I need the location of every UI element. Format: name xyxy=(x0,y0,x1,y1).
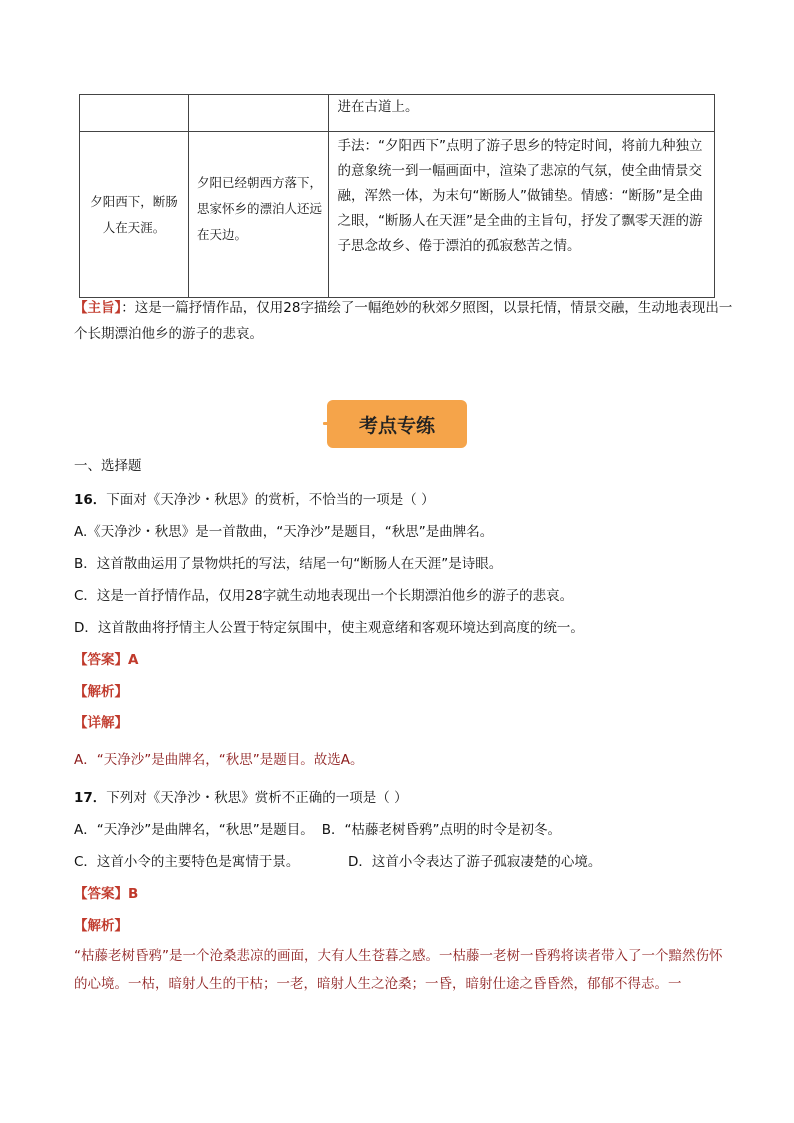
answer-value: A xyxy=(128,652,139,668)
answer-label: 【答案】 xyxy=(74,886,128,902)
question-17-stem xyxy=(74,788,754,808)
option-b: B．这首散曲运用了景物烘托的写法，结尾一句“断肠人在天涯”是诗眼。 xyxy=(74,556,503,572)
option-a: A.《天净沙・秋思》是一首散曲，“天净沙”是题目，“秋思”是曲牌名。 xyxy=(74,524,494,540)
table-cell xyxy=(329,132,715,298)
option-c: C．这首小令的主要特色是寓情于景。 xyxy=(74,854,300,870)
question-text: 下面对《天净沙・秋思》的赏析，不恰当的一项是（ ） xyxy=(106,492,435,508)
verse-translation: 夕阳已经朝西方落下，思家怀乡的漂泊人还远在天边。 xyxy=(196,175,322,242)
table-cell xyxy=(188,132,329,298)
theme-text: ：这是一篇抒情作品，仅用28字描绘了一幅绝妙的秋郊夕照图，以景托情，情景交融，生动地表现出一个长期漂泊他乡的游子的悲哀。 xyxy=(74,300,733,342)
answer-line xyxy=(74,884,754,904)
original-verse: 夕阳西下，断肠人在天涯。 xyxy=(90,193,178,235)
table-cell xyxy=(329,95,715,132)
option-c: C．这是一首抒情作品，仅用28字就生动地表现出一个长期漂泊他乡的游子的悲哀。 xyxy=(74,588,574,604)
table-row xyxy=(80,132,715,298)
table-cell xyxy=(80,95,189,132)
answer-value: B xyxy=(128,886,139,902)
section-title: 一、选择题 xyxy=(74,458,142,474)
table-cell xyxy=(188,95,329,132)
option-d: D．这首散曲将抒情主人公置于特定氛围中，使主观意绪和客观环境达到高度的统一。 xyxy=(74,620,584,636)
cell-text: 进在古道上。 xyxy=(337,99,419,115)
analysis-label: 【解析】 xyxy=(74,684,128,700)
question-number: 16． xyxy=(74,492,107,508)
verse-analysis: 手法：“夕阳西下”点明了游子思乡的特定时间，将前九种独立的意象统一到一幅画面中，渲染了悲凉的气氛，使全曲情景交融，浑然一体，为末句“断肠人”做铺垫。情感：“断肠”是全曲之眼，“断肠人在天涯”是全曲的主旨句，抒发了飘零天涯的游子思念故乡、倦于漂泊的孤寂愁苦之情。 xyxy=(337,138,703,254)
theme-paragraph xyxy=(74,295,734,347)
section-banner xyxy=(327,400,467,448)
answer-line xyxy=(74,650,754,670)
analysis-label: 【解析】 xyxy=(74,918,128,934)
table-row xyxy=(80,95,715,132)
analysis-text: “枯藤老树昏鸦”是一个沧桑悲凉的画面，大有人生苍暮之感。一枯藤一老树一昏鸦将读者带入了一个黯然伤怀的心境。一枯，暗射人生的干枯；一老，暗射人生之沧桑；一昏，暗射仕途之昏昏然，郁郁不得志。一 xyxy=(74,948,723,992)
theme-label: 【主旨】 xyxy=(74,300,122,316)
options-cd xyxy=(74,852,754,872)
options-ab xyxy=(74,820,754,840)
option-b: B．“枯藤老树昏鸦”点明的时令是初冬。 xyxy=(321,822,561,838)
option-d: D．这首小令表达了游子孤寂凄楚的心境。 xyxy=(348,854,602,870)
banner-label: 考点专练 xyxy=(327,400,467,448)
table-cell xyxy=(80,132,189,298)
translation-table xyxy=(79,94,715,298)
question-number: 17． xyxy=(74,790,107,806)
answer-label: 【答案】 xyxy=(74,652,128,668)
question-text: 下列对《天净沙・秋思》赏析不正确的一项是（ ） xyxy=(106,790,408,806)
detail-label: 【详解】 xyxy=(74,715,128,731)
detail-text: A．“天净沙”是曲牌名，“秋思”是题目。故选A。 xyxy=(74,752,364,768)
question-16-stem xyxy=(74,490,754,510)
option-a: A．“天净沙”是曲牌名，“秋思”是题目。 xyxy=(74,822,314,838)
